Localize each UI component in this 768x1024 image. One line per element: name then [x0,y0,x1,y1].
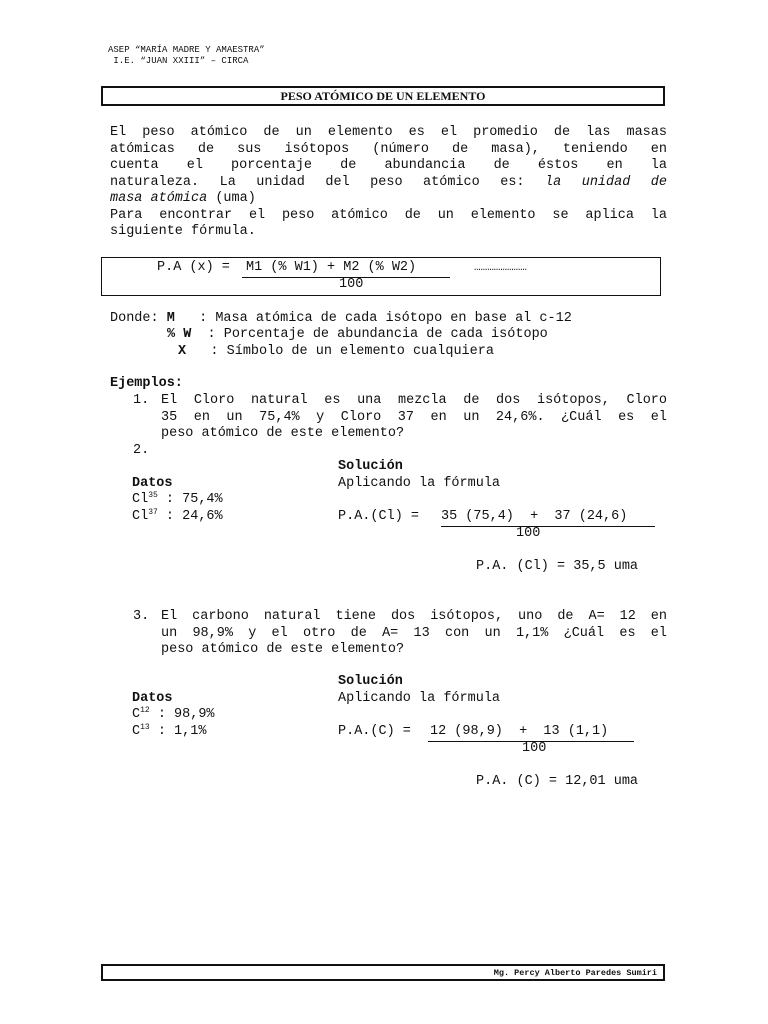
aplicando-label: Aplicando la fórmula [338,691,501,706]
donde-desc: : Símbolo de un elemento cualquiera [186,344,494,359]
question-line: 35 en un 75,4% y Cloro 37 en un 24,6%. ¿Cuál es el [161,409,667,425]
dato-row [132,707,215,724]
intro-italic: la unidad de [545,174,668,190]
formula-lhs: P.A (x) = [157,260,239,275]
donde-symbol: M [166,311,175,326]
question-line: El carbono natural tiene dos isótopos, uno de A= 12 en [161,609,667,624]
isotope-abundance: : 24,6% [157,509,223,524]
donde-symbol: % W [167,327,192,342]
intro-italic: masa atómica [110,191,208,206]
formula-dots: …………………… [474,262,527,274]
datos-label: Datos [132,476,173,491]
solucion-label: Solución [338,674,403,689]
example-question [161,393,667,443]
solucion-label: Solución [338,459,403,474]
formula-numerator: M1 (% W1) + M2 (% W2) [246,260,417,275]
intro-paragraph [110,125,667,241]
dato-row [132,509,223,526]
calc-numerator: 35 (75,4) + 37 (24,6) [441,509,628,524]
isotope-mass: 35 [148,491,158,500]
fraction-bar [441,526,655,527]
example-number: 2. [133,443,150,458]
intro-text: naturaleza. La unidad del peso atómico es: [110,174,546,190]
aplicando-label: Aplicando la fórmula [338,476,501,491]
donde-label: Donde: [110,311,167,326]
intro-line: cuenta el porcentaje de abundancia de éstos en la [110,158,667,173]
donde-symbol: X [178,344,187,359]
ejemplos-heading: Ejemplos: [110,376,183,391]
example-number: 3. [133,609,150,624]
example-question [161,609,667,659]
page-title: PESO ATÓMICO DE UN ELEMENTO [101,86,665,106]
isotope-abundance: : 75,4% [157,492,223,507]
calc-denominator: 100 [516,526,541,541]
isotope-mass: 13 [140,723,150,732]
intro-line: El peso atómico de un elemento es el promedio de las masas [110,125,667,140]
calc-denominator: 100 [522,741,547,756]
calc-lhs: P.A.(C) = [338,724,420,739]
formula-denominator: 100 [339,277,364,292]
calc-result: P.A. (Cl) = 35,5 uma [476,559,639,574]
donde-desc: : Porcentaje de abundancia de cada isótopo [191,327,548,342]
intro-text: (uma) [207,191,256,206]
isotope-abundance: : 1,1% [149,724,207,739]
footer-box [101,964,665,981]
donde-desc: : Masa atómica de cada isótopo en base al c-12 [174,311,572,326]
intro-line: Para encontrar el peso atómico de un elemento se aplica la [110,207,667,223]
calc-result: P.A. (C) = 12,01 uma [476,774,639,789]
footer-author: Mg. Percy Alberto Paredes Sumiri [493,968,657,978]
donde-row [110,311,572,328]
dato-row [132,724,206,741]
isotope-symbol: C [132,707,141,722]
isotope-symbol: Cl [132,509,149,524]
intro-line [110,191,667,208]
formula-box [101,257,661,296]
intro-line: siguiente fórmula. [110,224,256,239]
question-line: peso atómico de este elemento? [161,642,405,657]
intro-line: atómicas de sus isótopos (número de masa), teniendo en [110,141,667,157]
question-line: El Cloro natural es una mezcla de dos isótopos, Cloro [161,393,667,408]
donde-row [167,327,548,344]
header-school: ASEP “MARÍA MADRE Y AMAESTRA” [108,45,265,55]
calc-numerator: 12 (98,9) + 13 (1,1) [430,724,609,739]
header-institution: I.E. “JUAN XXIII” – CIRCA [108,56,249,66]
isotope-mass: 12 [140,706,150,715]
dato-row [132,492,223,509]
datos-label: Datos [132,691,173,706]
isotope-symbol: Cl [132,492,149,507]
calc-lhs: P.A.(Cl) = [338,509,428,524]
example-number: 1. [133,393,150,408]
question-line: un 98,9% y el otro de A= 13 con un 1,1% ¿Cuál es el [161,625,667,641]
isotope-symbol: C [132,724,141,739]
donde-row [178,344,494,361]
question-line: peso atómico de este elemento? [161,426,405,441]
isotope-abundance: : 98,9% [149,707,215,722]
intro-line [110,175,667,192]
isotope-mass: 37 [148,508,158,517]
